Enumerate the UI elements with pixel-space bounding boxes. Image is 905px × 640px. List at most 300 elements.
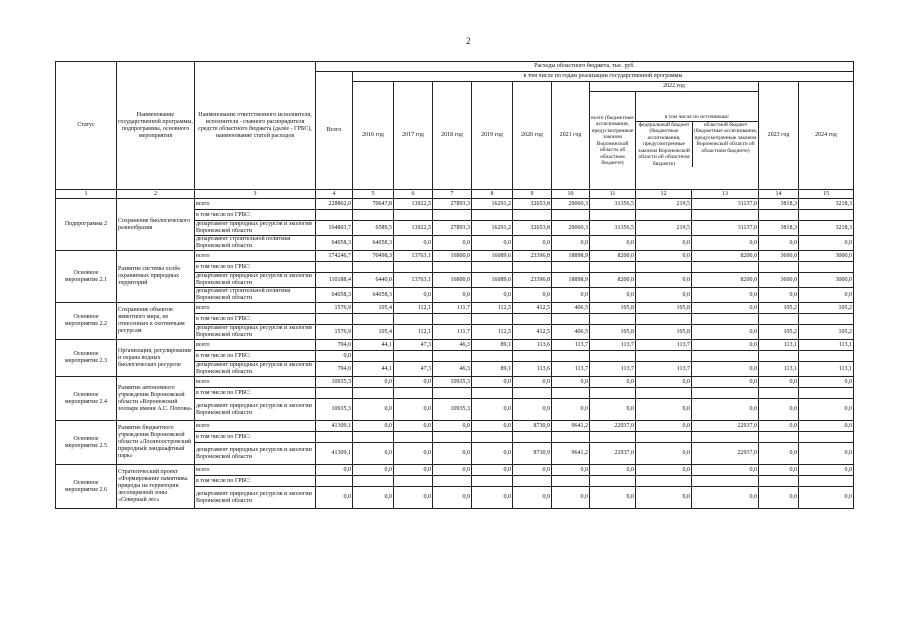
table-row — [56, 465, 854, 476]
value-cell: 8730,9 — [513, 421, 552, 432]
value-cell: 3600,0 — [759, 273, 799, 288]
value-cell: 0,0 — [590, 236, 636, 251]
value-cell: 412,5 — [513, 325, 552, 340]
value-cell: 46,3 — [433, 362, 472, 377]
row-status: Основное мероприятие 2.5 — [56, 421, 117, 465]
value-cell — [590, 351, 636, 362]
value-cell — [394, 351, 433, 362]
value-cell: 64058,3 — [316, 288, 353, 303]
value-cell: 0,0 — [513, 465, 552, 476]
value-cell: 0,0 — [353, 465, 394, 476]
value-cell: 794,0 — [316, 340, 353, 351]
value-cell — [552, 210, 590, 221]
column-number: 5 — [353, 190, 394, 199]
value-cell — [513, 210, 552, 221]
row-program-name: Развитие системы особо охраняемых природных территорий — [117, 251, 195, 303]
value-cell: 16800,0 — [433, 273, 472, 288]
value-cell — [433, 210, 472, 221]
value-cell: 31137,0 — [692, 199, 759, 210]
value-cell — [759, 432, 799, 443]
value-cell: 0,0 — [799, 288, 854, 303]
value-cell: 22937,0 — [590, 443, 636, 465]
row-label: в том числе по ГРБС: — [195, 351, 316, 362]
value-cell: 0,0 — [433, 421, 472, 432]
header-expenses: Расходы областного бюджета, тыс. руб. — [316, 62, 854, 72]
value-cell: 111,7 — [433, 325, 472, 340]
value-cell — [472, 432, 513, 443]
value-cell: 0,0 — [433, 487, 472, 509]
value-cell: 0,0 — [394, 487, 433, 509]
value-cell: 8200,0 — [692, 251, 759, 262]
value-cell: 0,0 — [590, 288, 636, 303]
row-status: Основное мероприятие 2.4 — [56, 377, 117, 421]
table-row — [56, 199, 854, 210]
value-cell: 113,7 — [636, 362, 692, 377]
value-cell: 794,0 — [316, 362, 353, 377]
value-cell — [636, 210, 692, 221]
value-cell: 29060,3 — [552, 199, 590, 210]
value-cell: 18898,9 — [552, 273, 590, 288]
row-label: всего — [195, 199, 316, 210]
row-label: департамент природных ресурсов и экологии Воронежской области — [195, 325, 316, 340]
header-year-2018: 2018 год — [433, 82, 472, 190]
value-cell — [692, 476, 759, 487]
value-cell: 8200,0 — [590, 273, 636, 288]
value-cell: 31356,5 — [590, 221, 636, 236]
value-cell: 8200,0 — [692, 273, 759, 288]
value-cell: 0,0 — [513, 236, 552, 251]
value-cell: 47,3 — [394, 362, 433, 377]
table-row — [56, 340, 854, 351]
header-status: Статус — [56, 62, 117, 190]
value-cell: 111,7 — [433, 303, 472, 314]
value-cell: 0,0 — [636, 377, 692, 388]
value-cell — [590, 388, 636, 399]
value-cell — [433, 351, 472, 362]
value-cell: 0,0 — [513, 288, 552, 303]
value-cell: 41309,1 — [316, 443, 353, 465]
row-status: Основное мероприятие 2.1 — [56, 251, 117, 303]
value-cell: 6440,0 — [353, 273, 394, 288]
table-row — [56, 251, 854, 262]
row-label: всего — [195, 377, 316, 388]
value-cell: 0,0 — [590, 399, 636, 421]
column-number: 4 — [316, 190, 353, 199]
value-cell: 0,0 — [692, 377, 759, 388]
value-cell: 31137,0 — [692, 221, 759, 236]
value-cell: 0,0 — [394, 288, 433, 303]
row-label: в том числе по ГРБС: — [195, 388, 316, 399]
value-cell: 0,0 — [692, 236, 759, 251]
row-label: департамент природных ресурсов и экологии Воронежской области — [195, 443, 316, 465]
value-cell: 105,4 — [353, 325, 394, 340]
value-cell — [513, 314, 552, 325]
value-cell — [316, 476, 353, 487]
value-cell: 0,0 — [636, 443, 692, 465]
value-cell: 113,1 — [799, 340, 854, 351]
value-cell — [636, 262, 692, 273]
value-cell: 113,6 — [513, 340, 552, 351]
value-cell: 1576,9 — [316, 325, 353, 340]
value-cell — [590, 432, 636, 443]
value-cell: 10935,3 — [316, 377, 353, 388]
header-year-2016: 2016 год — [353, 82, 394, 190]
value-cell: 10935,3 — [433, 377, 472, 388]
value-cell: 41309,1 — [316, 421, 353, 432]
row-label: в том числе по ГРБС: — [195, 210, 316, 221]
row-program-name: Сохранение объектов животного мира, не отнесенных к охотничьим ресурсам — [117, 303, 195, 340]
value-cell: 27893,3 — [433, 199, 472, 210]
value-cell: 219,5 — [636, 221, 692, 236]
value-cell: 219,5 — [636, 199, 692, 210]
value-cell: 0,0 — [799, 487, 854, 509]
value-cell — [590, 476, 636, 487]
value-cell: 0,0 — [759, 421, 799, 432]
row-status: Подпрограмма 2 — [56, 199, 117, 251]
value-cell: 18898,9 — [552, 251, 590, 262]
value-cell: 64058,3 — [353, 236, 394, 251]
value-cell: 23396,8 — [513, 251, 552, 262]
value-cell — [759, 476, 799, 487]
value-cell — [799, 476, 854, 487]
value-cell — [394, 262, 433, 273]
value-cell — [799, 388, 854, 399]
value-cell: 105,2 — [759, 303, 799, 314]
value-cell: 3000,0 — [799, 273, 854, 288]
value-cell: 0,0 — [353, 443, 394, 465]
value-cell: 0,0 — [353, 399, 394, 421]
row-label: всего — [195, 421, 316, 432]
column-number: 7 — [433, 190, 472, 199]
column-number: 3 — [195, 190, 316, 199]
value-cell — [394, 388, 433, 399]
column-number: 14 — [759, 190, 799, 199]
value-cell: 8200,0 — [590, 251, 636, 262]
table-row — [56, 377, 854, 388]
value-cell: 112,5 — [472, 303, 513, 314]
value-cell: 0,0 — [316, 465, 353, 476]
value-cell — [692, 388, 759, 399]
value-cell: 0,0 — [316, 351, 353, 362]
value-cell — [316, 262, 353, 273]
value-cell: 70647,8 — [353, 199, 394, 210]
value-cell: 0,0 — [636, 487, 692, 509]
value-cell: 0,0 — [513, 487, 552, 509]
value-cell — [759, 210, 799, 221]
value-cell: 0,0 — [472, 443, 513, 465]
value-cell — [590, 262, 636, 273]
value-cell — [472, 351, 513, 362]
value-cell: 13922,5 — [394, 199, 433, 210]
value-cell: 0,0 — [394, 399, 433, 421]
value-cell: 10935,3 — [433, 399, 472, 421]
value-cell — [316, 432, 353, 443]
value-cell: 0,0 — [472, 421, 513, 432]
value-cell — [394, 476, 433, 487]
value-cell: 0,0 — [353, 377, 394, 388]
value-cell: 0,0 — [433, 465, 472, 476]
value-cell: 9641,2 — [552, 421, 590, 432]
value-cell — [433, 476, 472, 487]
value-cell: 105,2 — [799, 325, 854, 340]
value-cell: 10935,3 — [316, 399, 353, 421]
value-cell: 89,1 — [472, 362, 513, 377]
value-cell: 0,0 — [433, 443, 472, 465]
value-cell: 105,2 — [759, 325, 799, 340]
value-cell: 0,0 — [692, 399, 759, 421]
column-number: 6 — [394, 190, 433, 199]
value-cell: 105,4 — [353, 303, 394, 314]
row-label: департамент строительной политики Воронежской области — [195, 236, 316, 251]
row-program-name: Развитие автономного учреждения Воронежской области «Воронежский зоопарк имени А.С. Попова» — [117, 377, 195, 421]
value-cell: 64058,3 — [316, 236, 353, 251]
value-cell: 0,0 — [552, 236, 590, 251]
value-cell: 32653,8 — [513, 221, 552, 236]
value-cell: 0,0 — [759, 487, 799, 509]
value-cell: 0,0 — [692, 325, 759, 340]
value-cell — [799, 262, 854, 273]
value-cell — [353, 262, 394, 273]
value-cell: 113,7 — [552, 340, 590, 351]
budget-table — [55, 61, 854, 509]
value-cell — [394, 432, 433, 443]
value-cell: 3218,3 — [799, 221, 854, 236]
value-cell: 0,0 — [759, 399, 799, 421]
value-cell — [552, 388, 590, 399]
value-cell: 0,0 — [759, 288, 799, 303]
value-cell — [799, 314, 854, 325]
value-cell — [692, 262, 759, 273]
column-number: 8 — [472, 190, 513, 199]
value-cell — [692, 210, 759, 221]
column-number: 11 — [590, 190, 636, 199]
value-cell: 0,0 — [552, 487, 590, 509]
row-label: в том числе по ГРБС: — [195, 432, 316, 443]
value-cell — [636, 351, 692, 362]
value-cell: 3818,3 — [759, 221, 799, 236]
page-number: 2 — [466, 36, 471, 46]
value-cell: 174246,7 — [316, 251, 353, 262]
value-cell: 22937,0 — [692, 421, 759, 432]
value-cell: 112,1 — [394, 325, 433, 340]
value-cell — [513, 262, 552, 273]
value-cell: 0,0 — [353, 421, 394, 432]
row-label: в том числе по ГРБС: — [195, 476, 316, 487]
value-cell: 23396,8 — [513, 273, 552, 288]
value-cell: 0,0 — [552, 377, 590, 388]
value-cell: 0,0 — [799, 236, 854, 251]
value-cell — [472, 476, 513, 487]
value-cell: 0,0 — [590, 487, 636, 509]
value-cell: 0,0 — [692, 303, 759, 314]
value-cell: 0,0 — [636, 421, 692, 432]
row-label: в том числе по ГРБС: — [195, 314, 316, 325]
value-cell — [552, 314, 590, 325]
value-cell: 16089,6 — [472, 251, 513, 262]
value-cell: 0,0 — [636, 236, 692, 251]
row-label: департамент природных ресурсов и экологии Воронежской области — [195, 399, 316, 421]
value-cell: 13763,1 — [394, 273, 433, 288]
value-cell — [353, 314, 394, 325]
row-program-name: Развитие бюджетного учреждения Воронежской области «Лосиноостровский природный ландшафтный парк» — [117, 421, 195, 465]
value-cell: 0,0 — [433, 288, 472, 303]
value-cell — [433, 432, 472, 443]
row-label: в том числе по ГРБС: — [195, 262, 316, 273]
value-cell — [353, 210, 394, 221]
value-cell: 13763,1 — [394, 251, 433, 262]
row-label: департамент природных ресурсов и экологии Воронежской области — [195, 362, 316, 377]
value-cell: 412,5 — [513, 303, 552, 314]
value-cell: 164803,7 — [316, 221, 353, 236]
row-status: Основное мероприятие 2.2 — [56, 303, 117, 340]
value-cell: 0,0 — [692, 362, 759, 377]
value-cell: 64058,3 — [353, 288, 394, 303]
header-year-2020: 2020 год — [513, 82, 552, 190]
value-cell — [353, 388, 394, 399]
column-number: 13 — [692, 190, 759, 199]
value-cell — [636, 432, 692, 443]
value-cell — [552, 432, 590, 443]
value-cell: 9641,2 — [552, 443, 590, 465]
value-cell: 3000,0 — [799, 251, 854, 262]
value-cell — [394, 314, 433, 325]
value-cell: 0,0 — [692, 487, 759, 509]
value-cell: 110188,4 — [316, 273, 353, 288]
value-cell — [590, 210, 636, 221]
row-status: Основное мероприятие 2.6 — [56, 465, 117, 509]
value-cell — [692, 314, 759, 325]
value-cell: 31356,5 — [590, 199, 636, 210]
value-cell — [472, 388, 513, 399]
value-cell: 0,0 — [692, 288, 759, 303]
value-cell — [799, 351, 854, 362]
value-cell: 1576,9 — [316, 303, 353, 314]
value-cell — [394, 210, 433, 221]
value-cell — [636, 314, 692, 325]
value-cell — [692, 351, 759, 362]
value-cell — [692, 432, 759, 443]
header-total: Всего — [316, 72, 353, 190]
value-cell: 0,0 — [636, 399, 692, 421]
value-cell: 0,0 — [472, 377, 513, 388]
value-cell: 16291,2 — [472, 221, 513, 236]
row-status: Основное мероприятие 2.3 — [56, 340, 117, 377]
row-label: департамент природных ресурсов и экологии Воронежской области — [195, 487, 316, 509]
value-cell: 113,1 — [799, 362, 854, 377]
value-cell: 0,0 — [394, 421, 433, 432]
value-cell: 0,0 — [636, 251, 692, 262]
value-cell: 0,0 — [759, 236, 799, 251]
value-cell: 13922,5 — [394, 221, 433, 236]
value-cell: 0,0 — [692, 340, 759, 351]
value-cell — [799, 432, 854, 443]
header-year-2021: 2021 год — [552, 82, 590, 190]
value-cell: 0,0 — [759, 377, 799, 388]
value-cell — [513, 388, 552, 399]
value-cell — [590, 314, 636, 325]
value-cell: 105,2 — [799, 303, 854, 314]
value-cell: 70498,3 — [353, 251, 394, 262]
value-cell: 105,8 — [590, 303, 636, 314]
header-year-2017: 2017 год — [394, 82, 433, 190]
value-cell: 47,3 — [394, 340, 433, 351]
value-cell: 0,0 — [552, 399, 590, 421]
row-program-name: Организация, регулирование и охрана водных биологических ресурсов — [117, 340, 195, 377]
header-2022-all: всего (бюджетные ассигнования, предусмотренные законом Воронежской области об областном бюджете) — [590, 92, 636, 190]
value-cell: 113,1 — [759, 362, 799, 377]
header-year-2023: 2023 год — [759, 82, 799, 190]
value-cell — [552, 351, 590, 362]
row-program-name: Стратегический проект «Формирование памятника природы на территории лесопарковой зоны «Северный лес» — [117, 465, 195, 509]
value-cell: 0,0 — [636, 465, 692, 476]
row-label: всего — [195, 465, 316, 476]
header-executor: Наименование ответственного исполнителя, исполнителя - главного распорядителя средств областного бюджета (далее - ГРБС), наименование статей расходов — [195, 62, 316, 190]
value-cell: 113,7 — [636, 340, 692, 351]
column-number: 1 — [56, 190, 117, 199]
column-number: 12 — [636, 190, 692, 199]
value-cell: 0,0 — [472, 487, 513, 509]
row-label: всего — [195, 340, 316, 351]
value-cell: 113,7 — [552, 362, 590, 377]
value-cell — [433, 388, 472, 399]
value-cell: 0,0 — [394, 443, 433, 465]
value-cell: 0,0 — [394, 377, 433, 388]
value-cell — [759, 314, 799, 325]
value-cell: 46,3 — [433, 340, 472, 351]
value-cell — [759, 351, 799, 362]
value-cell: 0,0 — [636, 273, 692, 288]
value-cell: 0,0 — [513, 377, 552, 388]
value-cell: 0,0 — [759, 465, 799, 476]
value-cell: 22937,0 — [590, 421, 636, 432]
value-cell: 112,1 — [394, 303, 433, 314]
header-year-2024: 2024 год — [799, 82, 854, 190]
value-cell: 32653,8 — [513, 199, 552, 210]
row-label: всего — [195, 251, 316, 262]
row-label: департамент строительной политики Воронежской области — [195, 288, 316, 303]
row-label: департамент природных ресурсов и экологии Воронежской области — [195, 273, 316, 288]
value-cell — [513, 432, 552, 443]
value-cell: 6589,5 — [353, 221, 394, 236]
value-cell — [799, 210, 854, 221]
value-cell: 29060,3 — [552, 221, 590, 236]
value-cell — [316, 388, 353, 399]
value-cell: 3600,0 — [759, 251, 799, 262]
header-2022-regional: областной бюджет (бюджетные ассигнования, предусмотренные законом Воронежской области об областном бюджете) — [693, 121, 758, 154]
value-cell — [433, 314, 472, 325]
table-row — [56, 303, 854, 314]
table-row — [56, 421, 854, 432]
value-cell: 0,0 — [472, 288, 513, 303]
value-cell: 0,0 — [394, 465, 433, 476]
value-cell: 0,0 — [316, 487, 353, 509]
value-cell — [636, 476, 692, 487]
value-cell — [353, 476, 394, 487]
value-cell: 0,0 — [353, 487, 394, 509]
header-2022-federal: федеральный бюджет (бюджетные ассигнования, предусмотренные законом Воронежской области об областном бюджете) — [636, 122, 693, 168]
value-cell: 0,0 — [759, 443, 799, 465]
value-cell — [552, 476, 590, 487]
header-2022-sources: в том числе по источникам: — [636, 114, 758, 122]
value-cell: 0,0 — [472, 236, 513, 251]
value-cell: 0,0 — [552, 465, 590, 476]
value-cell: 0,0 — [472, 399, 513, 421]
column-number: 15 — [799, 190, 854, 199]
value-cell: 3818,3 — [759, 199, 799, 210]
value-cell: 105,8 — [590, 325, 636, 340]
value-cell: 0,0 — [799, 443, 854, 465]
value-cell: 16089,6 — [472, 273, 513, 288]
